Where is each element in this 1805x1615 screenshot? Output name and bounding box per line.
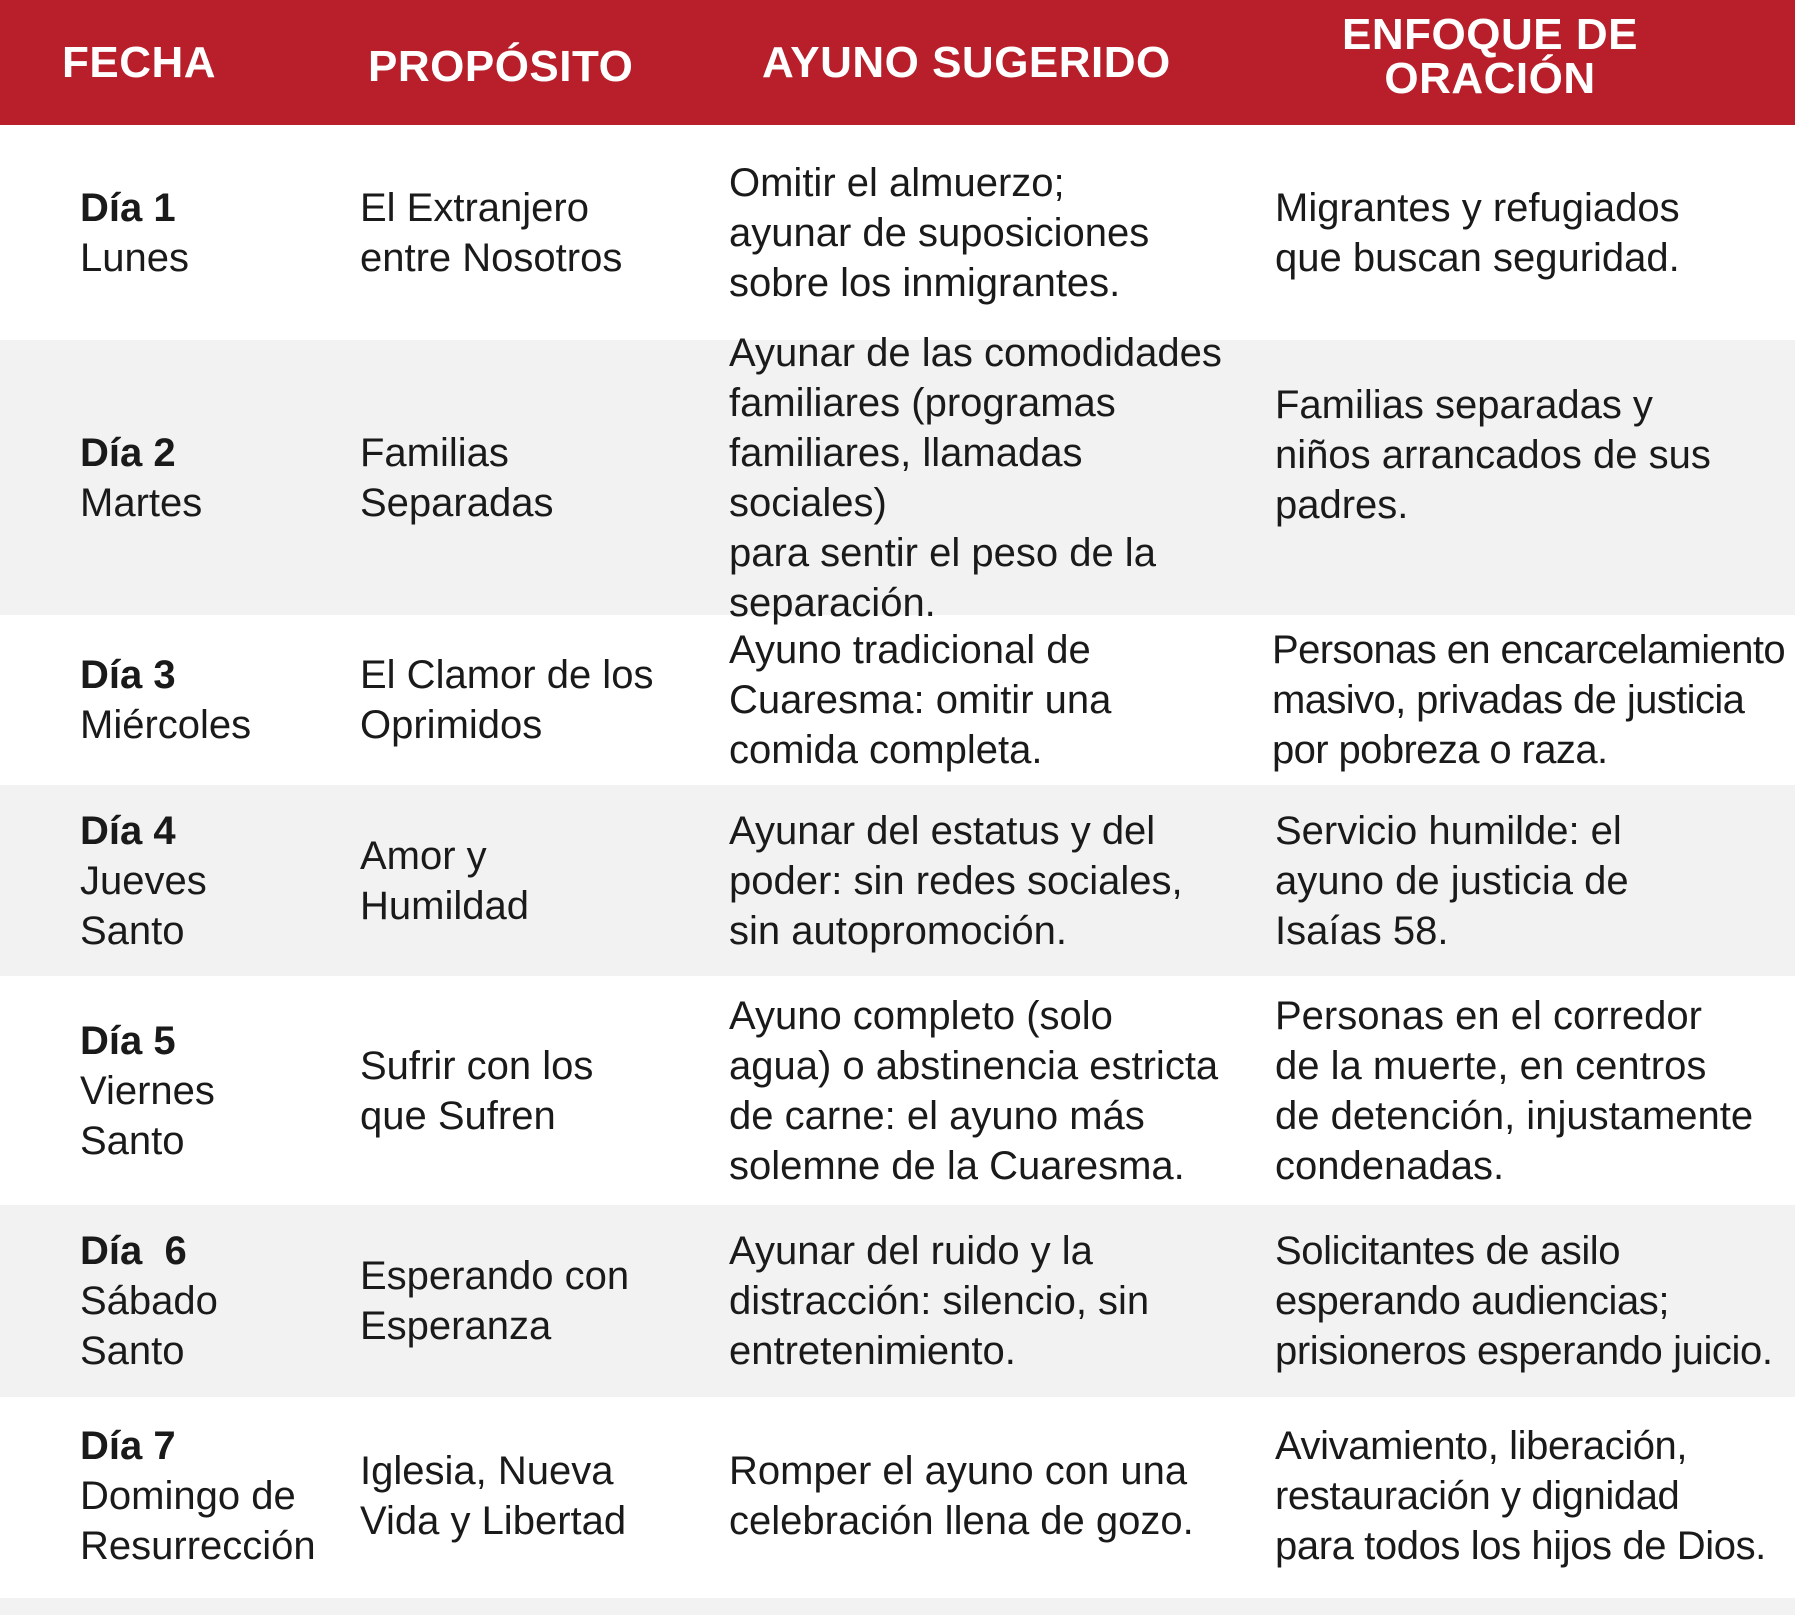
fast-cell: Romper el ayuno con una celebración llena de gozo. xyxy=(729,1449,1194,1543)
day-label: Día 1 xyxy=(80,185,176,230)
date-cell xyxy=(80,615,360,785)
day-label: Día 5 xyxy=(80,1018,176,1063)
day-label: Día 4 xyxy=(80,808,176,853)
table-row xyxy=(0,1205,1795,1397)
prayer-cell: Servicio humilde: el ayuno de justicia de Isaías 58. xyxy=(1275,808,1629,953)
weekday-label: Viernes Santo xyxy=(80,1068,215,1163)
weekday-label: Jueves Santo xyxy=(80,858,207,953)
day-label: Día 6 xyxy=(80,1229,187,1273)
table-header xyxy=(0,0,1795,125)
day-label: Día 7 xyxy=(80,1424,176,1468)
day-label: Día 2 xyxy=(80,430,176,475)
date-cell xyxy=(80,1397,360,1595)
fast-cell: Ayuno tradicional de Cuaresma: omitir una comida completa. xyxy=(729,628,1112,772)
date-cell xyxy=(80,1205,360,1397)
weekday-label: Martes xyxy=(80,480,203,525)
header-fecha: FECHA xyxy=(62,37,217,87)
date-cell xyxy=(80,125,360,340)
purpose-cell: El Clamor de los Oprimidos xyxy=(360,653,654,747)
header-enfoque-oracion: ENFOQUE DE ORACIÓN xyxy=(1342,9,1638,103)
table-row xyxy=(0,125,1795,340)
purpose-cell: Amor y Humildad xyxy=(360,833,529,928)
prayer-cell: Avivamiento, liberación, restauración y dignidad para todos los hijos de Dios. xyxy=(1275,1424,1766,1568)
fast-cell: Ayunar del estatus y del poder: sin redes sociales, sin autopromoción. xyxy=(729,808,1183,953)
day-label: Día 3 xyxy=(80,653,176,697)
fast-cell: Ayunar del ruido y la distracción: silencio, sin entretenimiento. xyxy=(729,1229,1150,1373)
header-proposito: PROPÓSITO xyxy=(368,41,634,91)
fast-cell: Ayuno completo (solo agua) o abstinencia estricta de carne: el ayuno más solemne de la Cuaresma. xyxy=(729,993,1219,1188)
purpose-cell: Familias Separadas xyxy=(360,430,554,525)
prayer-cell: Familias separadas y niños arrancados de sus padres. xyxy=(1275,383,1711,527)
date-cell xyxy=(80,340,360,615)
fast-cell: Omitir el almuerzo; ayunar de suposiciones sobre los inmigrantes. xyxy=(729,160,1150,305)
table-row xyxy=(0,785,1795,976)
purpose-cell: El Extranjero entre Nosotros xyxy=(360,185,623,280)
weekday-label: Lunes xyxy=(80,235,189,280)
weekday-label: Sábado Santo xyxy=(80,1279,218,1373)
table-row xyxy=(0,330,1795,625)
purpose-cell: Iglesia, Nueva Vida y Libertad xyxy=(360,1449,627,1543)
prayer-cell: Personas en el corredor de la muerte, en centros de detención, injustamente condenadas. xyxy=(1275,993,1754,1188)
prayer-cell: Solicitantes de asilo esperando audiencias; prisioneros esperando juicio. xyxy=(1275,1229,1773,1373)
prayer-cell: Personas en encarcelamiento masivo, privadas de justicia por pobreza o raza. xyxy=(1272,628,1785,772)
table-row xyxy=(0,976,1795,1205)
purpose-cell: Sufrir con los que Sufren xyxy=(360,1043,594,1138)
date-cell xyxy=(80,976,360,1205)
table-row xyxy=(0,615,1795,785)
weekday-label: Domingo de Resurrección xyxy=(80,1474,316,1568)
bottom-strip xyxy=(0,1598,1795,1615)
purpose-cell: Esperando con Esperanza xyxy=(360,1254,630,1348)
fast-cell: Ayunar de las comodidades familiares (programas familiares, llamadas sociales) para sentir el peso de la separación. xyxy=(729,330,1222,625)
prayer-cell: Migrantes y refugiados que buscan seguridad. xyxy=(1275,185,1680,280)
table-row xyxy=(0,1397,1795,1595)
date-cell xyxy=(80,785,360,976)
weekday-label: Miércoles xyxy=(80,703,252,747)
header-ayuno-sugerido: AYUNO SUGERIDO xyxy=(762,37,1171,87)
